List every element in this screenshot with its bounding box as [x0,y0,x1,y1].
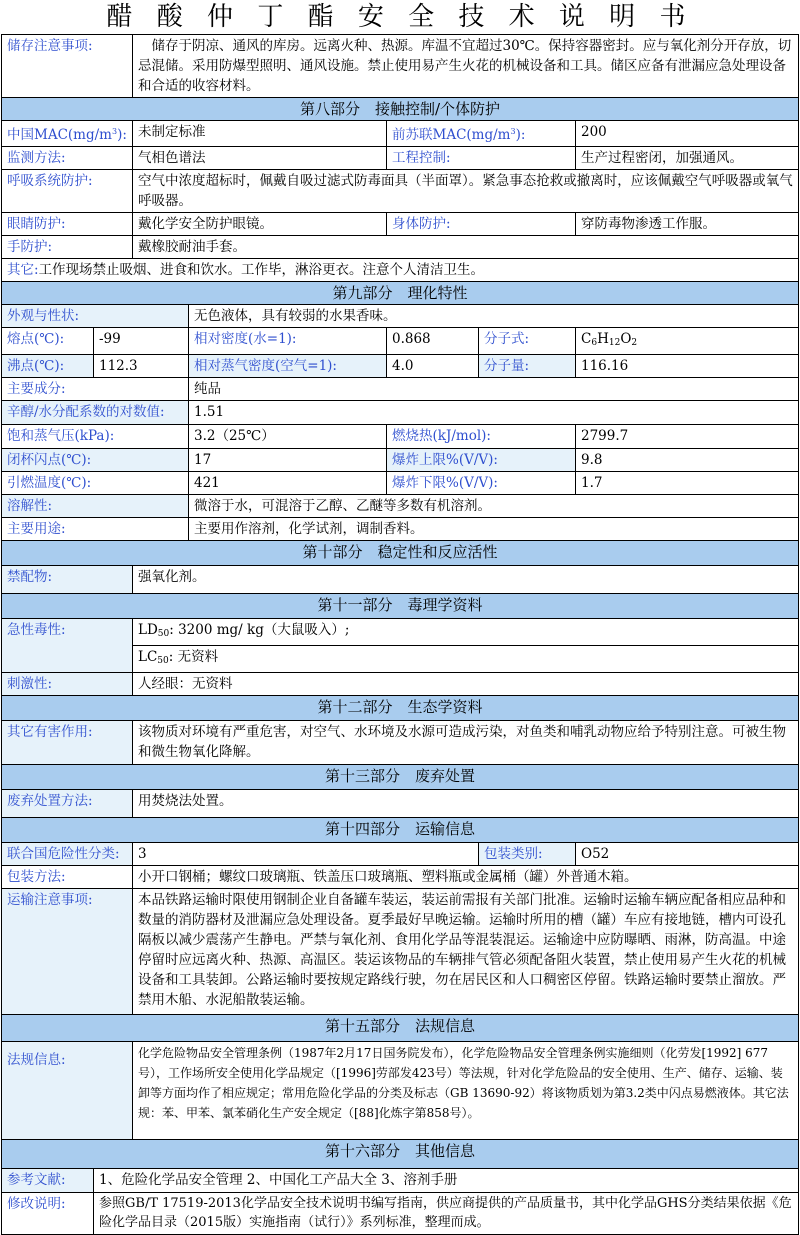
rev-value: 参照GB/T 17519-2013化学品安全技术说明书编写指南，供应商提供的产品质量书，其中化学品GHS分类结果依据《危险化学品目录（2015版）实施指南（试行）》系列标准，整理而成。 [94,1193,799,1235]
un-row [2,843,799,866]
vapor-density-label: 相对蒸气密度(空气=1): [189,355,387,378]
section-15-heading: 第十五部分 法规信息 [2,1015,799,1042]
bp-value: 112.3 [94,355,189,378]
reg-label: 法规信息: [2,1042,133,1140]
hand-value: 戴橡胶耐油手套。 [133,236,799,259]
appearance-label: 外观与性状: [2,305,189,328]
ignition-label: 引燃温度(℃): [2,472,189,495]
vp-label: 饱和蒸气压(kPa): [2,425,189,449]
irritation-value: 人经眼：无资料 [133,673,799,696]
rel-density-value: 0.868 [387,328,479,355]
flash-label: 闭杯闪点(℃): [2,449,189,472]
main-comp-row [2,378,799,401]
rev-row [2,1193,799,1235]
irritation-label: 刺激性: [2,673,133,696]
lel-label: 爆炸下限%(V/V): [387,472,576,495]
bp-label: 沸点(℃): [2,355,94,378]
storage-row [2,35,799,98]
section-11-heading: 第十一部分 毒理学资料 [2,594,799,619]
incompat-value: 强氧化剂。 [133,566,799,594]
mp-row [2,328,799,355]
acute-label: 急性毒性: [2,619,133,673]
appearance-row [2,305,799,328]
disposal-row [2,790,799,818]
mp-label: 熔点(℃): [2,328,94,355]
ignition-row [2,472,799,495]
incompat-row [2,566,799,594]
pkg-method-label: 包装方法: [2,866,133,889]
eco-other-value: 该物质对环境有严重危害，对空气、水环境及水源可造成污染，对鱼类和哺乳动物应给予特别注意。可被生物和微生物氧化降解。 [133,721,799,765]
resp-value: 空气中浓度超标时，佩戴自吸过滤式防毒面具（半面罩）。紧急事态抢救或撤离时，应该佩戴空气呼吸器或氧气呼吸器。 [133,170,799,213]
mac-cn-value: 未制定标准 [133,121,387,147]
mw-value: 116.16 [576,355,799,378]
section-13-heading: 第十三部分 废弃处置 [2,765,799,790]
other-row [2,259,799,282]
section-8-heading: 第八部分 接触控制/个体防护 [2,98,799,121]
pkg-method-value: 小开口钢桶；螺纹口玻璃瓶、铁盖压口玻璃瓶、塑料瓶或金属桶（罐）外普通木箱。 [133,866,799,889]
flash-row [2,449,799,472]
use-value: 主要用作溶剂，化学试剂，调制香料。 [189,518,799,541]
un-value: 3 [133,843,479,866]
solubility-value: 微溶于水，可混溶于乙醇、乙醚等多数有机溶剂。 [189,495,799,518]
mac-su-value: 200 [576,121,799,147]
engineering-value: 生产过程密闭，加强通风。 [576,147,799,170]
flash-value: 17 [189,449,387,472]
ref-value: 1、危险化学品安全管理 2、中国化工产品大全 3、溶剂手册 [94,1169,799,1193]
storage-label: 储存注意事项: [2,35,133,98]
vp-value: 3.2（25℃） [189,425,387,449]
combustion-label: 燃烧热(kJ/mol): [387,425,576,449]
document-title: 醋 酸 仲 丁 酯 安 全 技 术 说 明 书 [106,2,694,32]
lel-value: 1.7 [576,472,799,495]
monitor-value: 气相色谱法 [133,147,387,170]
logp-value: 1.51 [189,401,799,425]
bp-row [2,355,799,378]
irritation-row [2,673,799,696]
storage-value: 储存于阴凉、通风的库房。远离火种、热源。库温不宜超过30℃。保持容器密封。应与氧化剂分开存放，切忌混储。采用防爆型照明、通风设施。禁止使用易产生火花的机械设备和工具。储区应备有泄漏应急处理设备和合适的收容材料。 [133,35,799,98]
main-comp-value: 纯品 [189,378,799,401]
ld50-value: $LD_{50}$: 3200 mg/ kg（大鼠吸入）; [133,619,799,646]
appearance-value: 无色液体，具有较弱的水果香味。 [189,305,799,328]
transport-value: 本品铁路运输时限使用钢制企业自备罐车装运，装运前需报有关部门批准。运输时运输车辆应配备相应品种和数量的消防器材及泄漏应急处理设备。夏季最好早晚运输。运输时所用的槽（罐）车应有接地链，槽内可设孔隔板以减少震荡产生静电。严禁与氧化剂、食用化学品等混装混运。运输途中应防曝晒、雨淋，防高温。中途停留时应远离火种、热源、高温区。装运该物品的车辆排气管必须配备阻火装置，禁止使用易产生火花的机械设备和工具装卸。公路运输时要按规定路线行驶，勿在居民区和人口稠密区停留。铁路运输时要禁止溜放。严禁用木船、水泥船散装运输。 [133,889,799,1015]
section-12-heading: 第十二部分 生态学资料 [2,696,799,721]
disposal-value: 用焚烧法处置。 [133,790,799,818]
mac-cn-label: 中国$MAC(mg/m^3)$: [2,121,133,147]
vapor-density-value: 4.0 [387,355,479,378]
other-value: 工作现场禁止吸烟、进食和饮水。工作毕，淋浴更衣。注意个人清洁卫生。 [38,262,485,278]
ignition-value: 421 [189,472,387,495]
pkg-class-value: O52 [576,843,799,866]
reg-row [2,1042,799,1140]
reg-value: 化学危险物品安全管理条例（1987年2月17日国务院发布），化学危险物品安全管理条例实施细则（化劳发[1992] 677号），工作场所安全使用化学品规定（[1996]劳部发423号）等法规，针对化学危险品的安全使用、生产、储存、运输、装卸等方面均作了相应规定；常用危险化学品的分类及标志（GB 13690-92）将该物质划为第3.2类中闪点易燃液体。其它法规：苯、甲苯、氯苯硝化生产安全规定（[88]化炼字第858号）。 [133,1042,799,1140]
logp-label: 辛醇/水分配系数的对数值: [2,401,189,425]
vp-row [2,425,799,449]
eye-body-row [2,213,799,236]
msds-table [1,34,799,1235]
formula-value: $C_6H_{12}O_2$ [576,328,799,355]
eco-other-label: 其它有害作用: [2,721,133,765]
rev-label: 修改说明: [2,1193,94,1235]
mac-su-label: 前苏联$MAC(mg/m^3)$: [387,121,576,147]
logp-row [2,401,799,425]
disposal-label: 废弃处置方法: [2,790,133,818]
body-label: 身体防护: [387,213,576,236]
other-label: 其它: [7,262,39,278]
lc50-value: $LC_{50}$: 无资料 [133,646,799,673]
use-label: 主要用途: [2,518,189,541]
uel-label: 爆炸上限%(V/V): [387,449,576,472]
body-value: 穿防毒物渗透工作服。 [576,213,799,236]
monitor-label: 监测方法: [2,147,133,170]
monitor-row [2,147,799,170]
un-label: 联合国危险性分类: [2,843,133,866]
section-14-heading: 第十四部分 运输信息 [2,818,799,843]
engineering-label: 工程控制: [387,147,576,170]
resp-row [2,170,799,213]
eye-value: 戴化学安全防护眼镜。 [133,213,387,236]
section-16-heading: 第十六部分 其他信息 [2,1140,799,1169]
mac-row [2,121,799,147]
hand-row [2,236,799,259]
formula-label: 分子式: [479,328,576,355]
combustion-value: 2799.7 [576,425,799,449]
use-row [2,518,799,541]
section-9-heading: 第九部分 理化特性 [2,282,799,305]
rel-density-label: 相对密度(水=1): [189,328,387,355]
pkg-method-row [2,866,799,889]
ref-row [2,1169,799,1193]
incompat-label: 禁配物: [2,566,133,594]
section-10-heading: 第十部分 稳定性和反应活性 [2,541,799,566]
ld50-row [2,619,799,646]
hand-label: 手防护: [2,236,133,259]
resp-label: 呼吸系统防护: [2,170,133,213]
transport-row [2,889,799,1015]
ref-label: 参考文献: [2,1169,94,1193]
other-cell [2,259,799,282]
mw-label: 分子量: [479,355,576,378]
uel-value: 9.8 [576,449,799,472]
mp-value: -99 [94,328,189,355]
transport-label: 运输注意事项: [2,889,133,1015]
solubility-label: 溶解性: [2,495,189,518]
eco-row [2,721,799,765]
main-comp-label: 主要成分: [2,378,189,401]
eye-label: 眼睛防护: [2,213,133,236]
pkg-class-label: 包装类别: [479,843,576,866]
solubility-row [2,495,799,518]
